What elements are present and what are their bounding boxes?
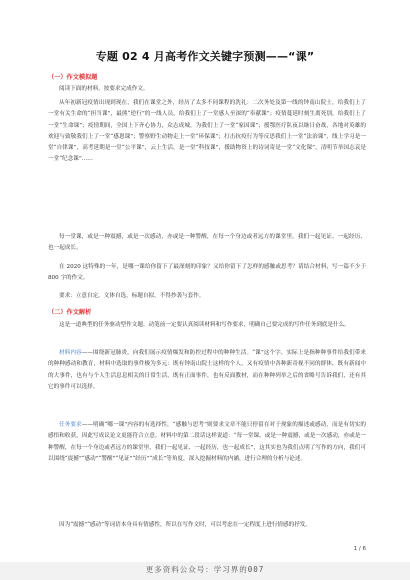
requirements-paragraph: 要求：立意自定，文体自选，标题自拟，不得抄袭与套作。 bbox=[59, 293, 205, 299]
analysis-paragraph-material bbox=[48, 348, 366, 393]
analysis-paragraph-emotion: 因为“震撼”“感动”等词语本身具有情感性，所以在写作文时，可以考虑在一定程度上进行情感的抒发。 bbox=[59, 522, 311, 528]
page-number: 1 / 6 bbox=[353, 546, 366, 552]
material-content-label: 材料内容 bbox=[59, 350, 82, 356]
prompt-paragraph: 在 2020 这特殊的一年，是哪一课给你留下了最深刻的印象？又给你留下了怎样的感触或思考？请结合材料，写一篇不少于 800 字的作文。 bbox=[48, 264, 366, 282]
material-paragraph-1: 从年初新冠疫情出现到现在，我们在课堂之外，经历了太多不同课程的洗礼：二次务处及第一线的钟南山院士，给我们上了一堂有关生命的“担当课”，最熊“逆行”的一线人员，给我们上了一堂感人至深的“奉献课”；疫情蔓延时刻生离死别，给我们上了一堂“生命课”；疫情期间，全国上下齐心协力，众志成城，为我们上了一堂“家国课”；援鄂医疗队夜以继日奋战，各地对英雄的欢迎与致敬我们上了一堂“感恩课”；警察野生动物走上一堂“环保课”；打击抗疫行为等反思我们上一堂“法治课”，线上学习是一堂“自律课”，高考延期是一堂“公平课”，云上生活，是一堂“科技课”，援助物资上的诗词寄是一堂“文化课”，清明节举国志哀是一堂“纪念课”…… bbox=[48, 100, 366, 163]
material-paragraph-2: 每一堂课，或是一种震撼，或是一次感动，亦或是一种警醒，在每一个身边或者远方的课堂里，我们一起见证、一起经历、也一起成长。 bbox=[48, 234, 366, 252]
task-requirement-label: 任务要求 bbox=[59, 422, 82, 428]
footer-watermark: 更多资料公众号：学习界的007 bbox=[145, 565, 265, 574]
section-heading-mock-question: （一）作文模拟题 bbox=[48, 74, 98, 81]
material-content-text: ——围绕新冠肺炎，向我们展示疫情爆发和防控过程中的种种生活。“课”这个字，实际上是指种种事件给我们带来的种种感动和教育，材料中选取的事件极为多元：既有钟南山院士这样的个人，又有疫情中各种新奇视不同的群体，既有新闻中的大事件，也有与个人生活息息相关的日常生活，既有正面事件，也有反面教材，而在种种列举之后的省略号告诉我们，还有其它的事件可以选择。 bbox=[48, 350, 366, 390]
intro-paragraph: 阅读下面的材料，按要求完成作文。 bbox=[59, 86, 149, 92]
page-title: 专题 02 4 月高考作文关键字预测——“课” bbox=[95, 50, 315, 63]
analysis-paragraph-task bbox=[48, 420, 366, 465]
task-requirement-text: ——明确“哪一课”内容的有选择性，“感触与思考”则要求文章不能只停留在对于现象的描述或感动，而是有切实的感悟和收获，因此写成议论文更能符合立意。材料中的第二段话这样说道：“每一堂课，或是一种震撼，或是一次感动，亦或是一种警醒，在每一个身边或者远方的课堂里，我们一起见证、一起经历，也一起成长”，这其实也为我们点明了写作的方向，我们可以围绕“震撼”“感动”“警醒”“见证”“经历”“成长”等角度，深入挖掘材料的内涵，进行合理的分析与论述。 bbox=[48, 422, 366, 462]
section-heading-analysis: （二）作文解析 bbox=[48, 309, 92, 316]
analysis-paragraph-1: 这是一道典型的任务驱动型作文题。动笔前一定要认真阅读材料和写作要求，明确自己要完成的写作任务到底是什么。 bbox=[59, 322, 350, 328]
